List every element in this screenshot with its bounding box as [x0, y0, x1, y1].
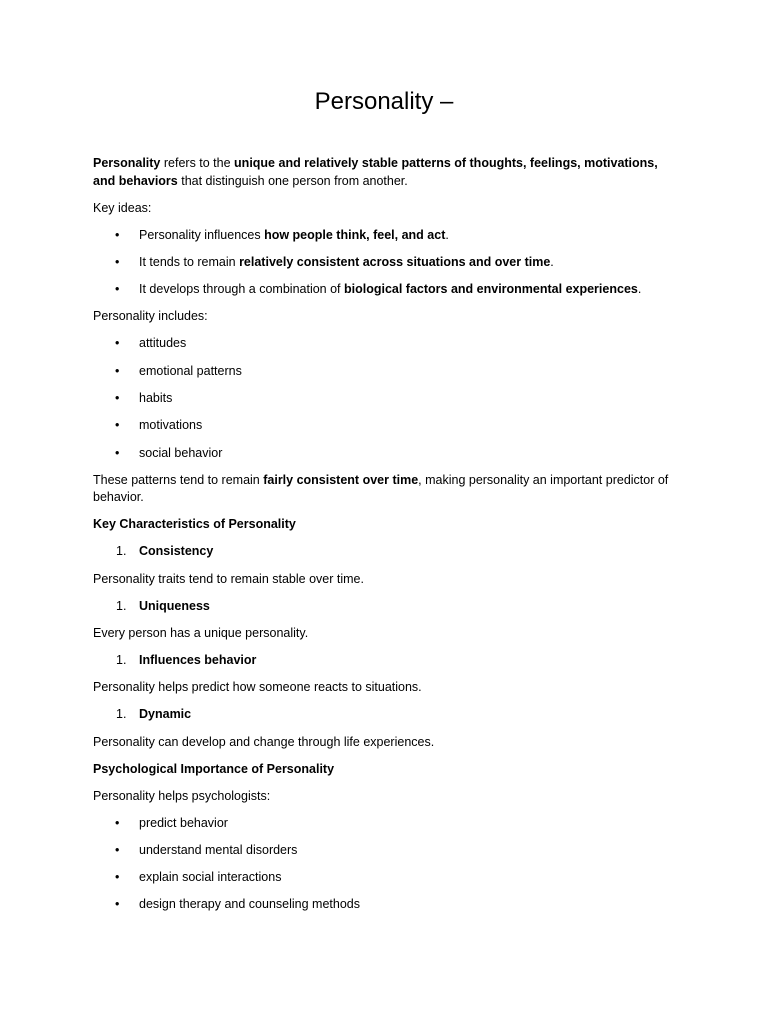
list-item	[93, 815, 683, 833]
intro-term: Personality	[93, 156, 161, 170]
bullet-icon: •	[115, 254, 120, 269]
list-item	[93, 281, 683, 299]
item-text: explain social interactions	[139, 870, 282, 885]
list-number: 1.	[116, 598, 127, 613]
item-text: It develops through a combination of	[139, 282, 344, 297]
item-bold: biological factors and environmental experiences	[344, 282, 638, 297]
list-item	[93, 254, 683, 272]
bullet-icon: •	[115, 870, 120, 885]
list-item	[93, 335, 683, 353]
intro-text-1: refers to the	[160, 156, 235, 170]
list-item	[93, 445, 683, 463]
importance-list	[93, 815, 683, 914]
intro-text-2: that distinguish one person from another.	[177, 173, 408, 188]
list-item	[93, 869, 683, 887]
item-text: motivations	[139, 418, 203, 433]
numbered-item	[93, 652, 683, 670]
characteristic-name: Dynamic	[139, 707, 192, 722]
numbered-item	[93, 543, 683, 561]
characteristic-influences-behavior	[93, 652, 683, 670]
item-text: attitudes	[139, 336, 187, 351]
numbered-item	[93, 706, 683, 724]
bullet-icon: •	[115, 390, 120, 405]
bullet-icon: •	[115, 815, 120, 830]
list-item	[93, 896, 683, 914]
item-text: design therapy and counseling methods	[139, 897, 360, 912]
patterns-bold: fairly consistent over time	[263, 472, 419, 487]
bullet-icon: •	[115, 445, 120, 460]
bullet-icon: •	[115, 418, 120, 433]
includes-label: Personality includes:	[93, 309, 208, 324]
key-ideas-label: Key ideas:	[93, 200, 152, 215]
characteristic-description: Personality can develop and change through life experiences.	[93, 734, 435, 749]
characteristic-name: Influences behavior	[139, 652, 257, 667]
characteristic-description: Personality traits tend to remain stable over time.	[93, 571, 364, 586]
item-punct: .	[445, 227, 449, 242]
patterns-paragraph	[93, 472, 683, 507]
item-punct: .	[550, 254, 554, 269]
item-text: It tends to remain	[139, 254, 240, 269]
list-item	[93, 417, 683, 435]
characteristic-description: Personality helps predict how someone reacts to situations.	[93, 680, 422, 695]
list-item	[93, 227, 683, 245]
page-title: Personality –	[314, 88, 454, 115]
importance-label: Personality helps psychologists:	[93, 788, 271, 803]
characteristic-name: Uniqueness	[139, 598, 210, 613]
intro-paragraph	[93, 155, 683, 190]
characteristic-uniqueness	[93, 598, 683, 616]
list-number: 1.	[116, 544, 127, 559]
section-heading-characteristics: Key Characteristics of Personality	[93, 517, 296, 532]
item-bold: relatively consistent across situations and over time	[239, 254, 551, 269]
list-item	[93, 390, 683, 408]
key-ideas-list	[93, 227, 683, 299]
item-punct: .	[637, 282, 642, 297]
bullet-icon: •	[115, 842, 120, 857]
item-text: understand mental disorders	[139, 842, 298, 857]
bullet-icon: •	[115, 336, 120, 351]
characteristic-dynamic	[93, 706, 683, 724]
intro-definition: unique and relatively stable patterns of thoughts, feelings, motivations, and behaviors	[93, 156, 658, 188]
item-bold: how people think, feel, and act	[264, 227, 446, 242]
list-number: 1.	[116, 652, 127, 667]
list-item	[93, 842, 683, 860]
item-text: Personality influences	[139, 227, 265, 242]
includes-list	[93, 335, 683, 462]
characteristic-consistency	[93, 543, 683, 561]
item-text: predict behavior	[139, 815, 228, 830]
bullet-icon: •	[115, 363, 120, 378]
bullet-icon: •	[115, 897, 120, 912]
numbered-item	[93, 598, 683, 616]
document-body	[93, 155, 683, 924]
characteristic-description: Every person has a unique personality.	[93, 625, 309, 640]
section-heading-importance: Psychological Importance of Personality	[93, 761, 335, 776]
list-item	[93, 363, 683, 381]
patterns-text-1: These patterns tend to remain	[93, 472, 264, 487]
characteristic-name: Consistency	[139, 544, 214, 559]
item-text: emotional patterns	[139, 363, 242, 378]
bullet-icon: •	[115, 227, 120, 242]
patterns-text-2: , making personality an important predictor of behavior.	[93, 472, 669, 505]
bullet-icon: •	[115, 282, 120, 297]
item-text: habits	[139, 390, 173, 405]
list-number: 1.	[116, 707, 127, 722]
item-text: social behavior	[139, 445, 223, 460]
